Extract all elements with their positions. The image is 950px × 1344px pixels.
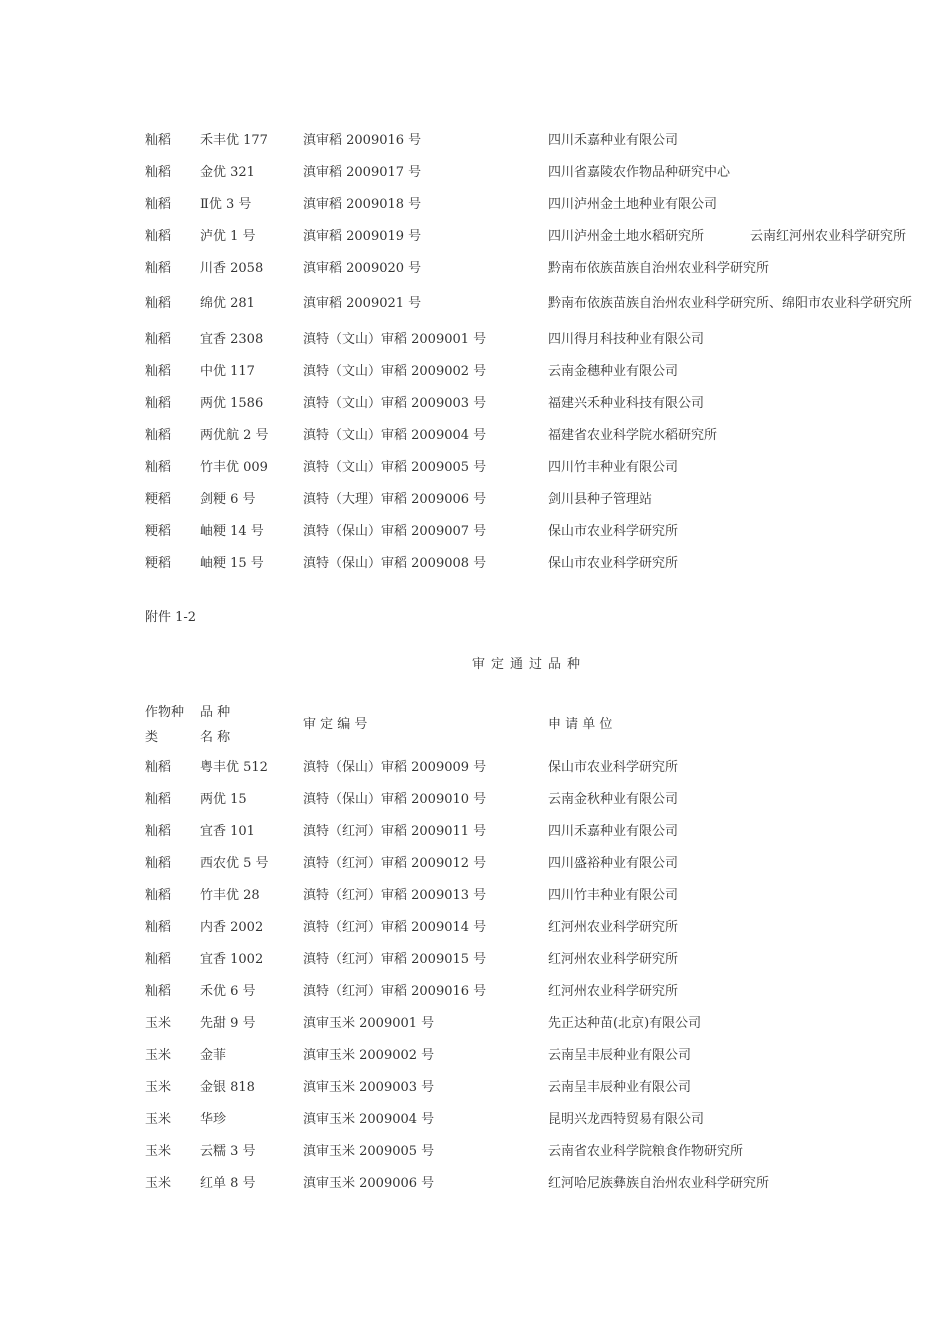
applicant: 红河州农业科学研究所 [548, 984, 679, 999]
applicant: 四川省嘉陵农作物品种研究中心 [548, 165, 731, 180]
crop-type: 籼稻 [145, 296, 172, 311]
applicant: 四川得月科技种业有限公司 [548, 332, 705, 347]
variety-name: Ⅱ优 3 号 [200, 197, 252, 212]
table-row [0, 1046, 950, 1066]
table-row [0, 790, 950, 810]
approval-code: 滇特（红河）审稻 2009012 号 [303, 856, 487, 871]
approval-code: 滇特（文山）审稻 2009004 号 [303, 428, 487, 443]
approval-code: 滇审稻 2009016 号 [303, 133, 422, 148]
approval-code: 滇特（保山）审稻 2009010 号 [303, 792, 487, 807]
variety-name: 岫粳 15 号 [200, 556, 264, 571]
approval-code: 滇审玉米 2009006 号 [303, 1176, 435, 1191]
crop-type: 籼稻 [145, 332, 172, 347]
approval-code: 滇审玉米 2009003 号 [303, 1080, 435, 1095]
crop-type: 籼稻 [145, 888, 172, 903]
applicant: 保山市农业科学研究所 [548, 556, 679, 571]
variety-name: 川香 2058 [200, 261, 264, 276]
crop-type: 籼稻 [145, 984, 172, 999]
table-row [0, 758, 950, 778]
crop-type: 籼稻 [145, 197, 172, 212]
header-applicant: 申 请 单 位 [548, 717, 613, 732]
approval-code: 滇特（文山）审稻 2009005 号 [303, 460, 487, 475]
variety-name: 云糯 3 号 [200, 1144, 256, 1159]
applicant: 云南省农业科学院粮食作物研究所 [548, 1144, 744, 1159]
approval-code: 滇特（保山）审稻 2009009 号 [303, 760, 487, 775]
crop-type: 玉米 [145, 1176, 172, 1191]
variety-name: 两优 1586 [200, 396, 264, 411]
applicant: 四川竹丰种业有限公司 [548, 460, 679, 475]
section-title: 审定通过品种 [471, 657, 586, 672]
applicant: 黔南布依族苗族自治州农业科学研究所、绵阳市农业科学研究所 [548, 296, 913, 311]
applicant: 保山市农业科学研究所 [548, 524, 679, 539]
crop-type: 籼稻 [145, 133, 172, 148]
crop-type: 玉米 [145, 1016, 172, 1031]
applicant: 云南金穗种业有限公司 [548, 364, 679, 379]
header-crop-line2: 类 [145, 730, 159, 745]
table-row [0, 1078, 950, 1098]
table-row [0, 522, 950, 542]
approval-code: 滇审玉米 2009001 号 [303, 1016, 435, 1031]
crop-type: 籼稻 [145, 396, 172, 411]
crop-type: 籼稻 [145, 792, 172, 807]
table-row [0, 394, 950, 414]
table-row [0, 1110, 950, 1130]
header-code: 审 定 编 号 [303, 717, 368, 732]
applicant: 红河哈尼族彝族自治州农业科学研究所 [548, 1176, 770, 1191]
crop-type: 籼稻 [145, 824, 172, 839]
approval-code: 滇特（大理）审稻 2009006 号 [303, 492, 487, 507]
crop-type: 玉米 [145, 1048, 172, 1063]
crop-type: 籼稻 [145, 364, 172, 379]
variety-name: 竹丰优 28 [200, 888, 260, 903]
header-name-line2: 名 称 [200, 730, 231, 745]
table-row [0, 227, 950, 247]
variety-name: 金优 321 [200, 165, 255, 180]
variety-name: 宜香 2308 [200, 332, 264, 347]
variety-name: 绵优 281 [200, 296, 255, 311]
applicant-secondary: 云南红河州农业科学研究所 [750, 229, 907, 244]
variety-name: 金银 818 [200, 1080, 255, 1095]
approval-code: 滇特（保山）审稻 2009007 号 [303, 524, 487, 539]
variety-name: 中优 117 [200, 364, 255, 379]
crop-type: 籼稻 [145, 920, 172, 935]
variety-name: 岫粳 14 号 [200, 524, 264, 539]
approval-code: 滇审稻 2009019 号 [303, 229, 422, 244]
table-row [0, 458, 950, 478]
applicant: 四川竹丰种业有限公司 [548, 888, 679, 903]
variety-name: 两优 15 [200, 792, 247, 807]
approval-code: 滇审玉米 2009002 号 [303, 1048, 435, 1063]
table-row [0, 854, 950, 874]
approval-code: 滇特（红河）审稻 2009014 号 [303, 920, 487, 935]
applicant: 剑川县种子管理站 [548, 492, 653, 507]
table-row [0, 822, 950, 842]
approval-code: 滇特（文山）审稻 2009001 号 [303, 332, 487, 347]
variety-name: 红单 8 号 [200, 1176, 256, 1191]
variety-name: 泸优 1 号 [200, 229, 256, 244]
variety-name: 竹丰优 009 [200, 460, 268, 475]
applicant: 四川禾嘉种业有限公司 [548, 133, 679, 148]
approval-code: 滇特（文山）审稻 2009003 号 [303, 396, 487, 411]
variety-name: 宜香 101 [200, 824, 255, 839]
applicant: 四川泸州金土地水稻研究所 [548, 229, 705, 244]
applicant: 黔南布依族苗族自治州农业科学研究所 [548, 261, 770, 276]
crop-type: 籼稻 [145, 460, 172, 475]
crop-type: 粳稻 [145, 492, 172, 507]
crop-type: 籼稻 [145, 760, 172, 775]
approval-code: 滇特（红河）审稻 2009016 号 [303, 984, 487, 999]
variety-name: 金菲 [200, 1048, 227, 1063]
table-row [0, 554, 950, 574]
table-row [0, 982, 950, 1002]
header-name-line1: 品 种 [200, 705, 231, 720]
approval-code: 滇特（红河）审稻 2009013 号 [303, 888, 487, 903]
approval-code: 滇审稻 2009020 号 [303, 261, 422, 276]
table-row [0, 330, 950, 350]
variety-name: 两优航 2 号 [200, 428, 269, 443]
variety-name: 内香 2002 [200, 920, 264, 935]
applicant: 四川禾嘉种业有限公司 [548, 824, 679, 839]
table-row [0, 886, 950, 906]
applicant: 四川泸州金土地种业有限公司 [548, 197, 718, 212]
applicant: 福建兴禾种业科技有限公司 [548, 396, 705, 411]
approval-code: 滇审稻 2009021 号 [303, 296, 422, 311]
table-row [0, 131, 950, 151]
variety-name: 粤丰优 512 [200, 760, 268, 775]
variety-name: 先甜 9 号 [200, 1016, 256, 1031]
table-row [0, 950, 950, 970]
crop-type: 籼稻 [145, 952, 172, 967]
applicant: 云南呈丰辰种业有限公司 [548, 1048, 692, 1063]
applicant: 先正达种苗(北京)有限公司 [548, 1016, 702, 1031]
approval-code: 滇审玉米 2009005 号 [303, 1144, 435, 1159]
applicant: 昆明兴龙西特贸易有限公司 [548, 1112, 705, 1127]
crop-type: 粳稻 [145, 556, 172, 571]
applicant: 红河州农业科学研究所 [548, 920, 679, 935]
crop-type: 玉米 [145, 1112, 172, 1127]
table-row [0, 1142, 950, 1162]
variety-name: 禾丰优 177 [200, 133, 268, 148]
table-row [0, 1174, 950, 1194]
crop-type: 籼稻 [145, 165, 172, 180]
table-row [0, 490, 950, 510]
approval-code: 滇特（红河）审稻 2009011 号 [303, 824, 487, 839]
crop-type: 粳稻 [145, 524, 172, 539]
crop-type: 玉米 [145, 1080, 172, 1095]
variety-name: 华珍 [200, 1112, 227, 1127]
table-row [0, 163, 950, 183]
table-row [0, 294, 950, 314]
applicant: 福建省农业科学院水稻研究所 [548, 428, 718, 443]
table-row [0, 1014, 950, 1034]
table-row [0, 426, 950, 446]
crop-type: 籼稻 [145, 229, 172, 244]
variety-name: 西农优 5 号 [200, 856, 269, 871]
applicant: 云南呈丰辰种业有限公司 [548, 1080, 692, 1095]
approval-code: 滇审稻 2009018 号 [303, 197, 422, 212]
approval-code: 滇审玉米 2009004 号 [303, 1112, 435, 1127]
applicant: 四川盛裕种业有限公司 [548, 856, 679, 871]
table-row [0, 362, 950, 382]
crop-type: 玉米 [145, 1144, 172, 1159]
table-row [0, 195, 950, 215]
applicant: 保山市农业科学研究所 [548, 760, 679, 775]
approval-code: 滇特（文山）审稻 2009002 号 [303, 364, 487, 379]
attachment-label: 附件 1-2 [145, 610, 197, 625]
crop-type: 籼稻 [145, 856, 172, 871]
header-crop-line1: 作物种 [145, 705, 185, 720]
table-row [0, 918, 950, 938]
approval-code: 滇审稻 2009017 号 [303, 165, 422, 180]
crop-type: 籼稻 [145, 428, 172, 443]
table-row [0, 259, 950, 279]
crop-type: 籼稻 [145, 261, 172, 276]
applicant: 云南金秋种业有限公司 [548, 792, 679, 807]
variety-name: 禾优 6 号 [200, 984, 256, 999]
applicant: 红河州农业科学研究所 [548, 952, 679, 967]
variety-name: 剑粳 6 号 [200, 492, 256, 507]
variety-name: 宜香 1002 [200, 952, 264, 967]
approval-code: 滇特（保山）审稻 2009008 号 [303, 556, 487, 571]
approval-code: 滇特（红河）审稻 2009015 号 [303, 952, 487, 967]
